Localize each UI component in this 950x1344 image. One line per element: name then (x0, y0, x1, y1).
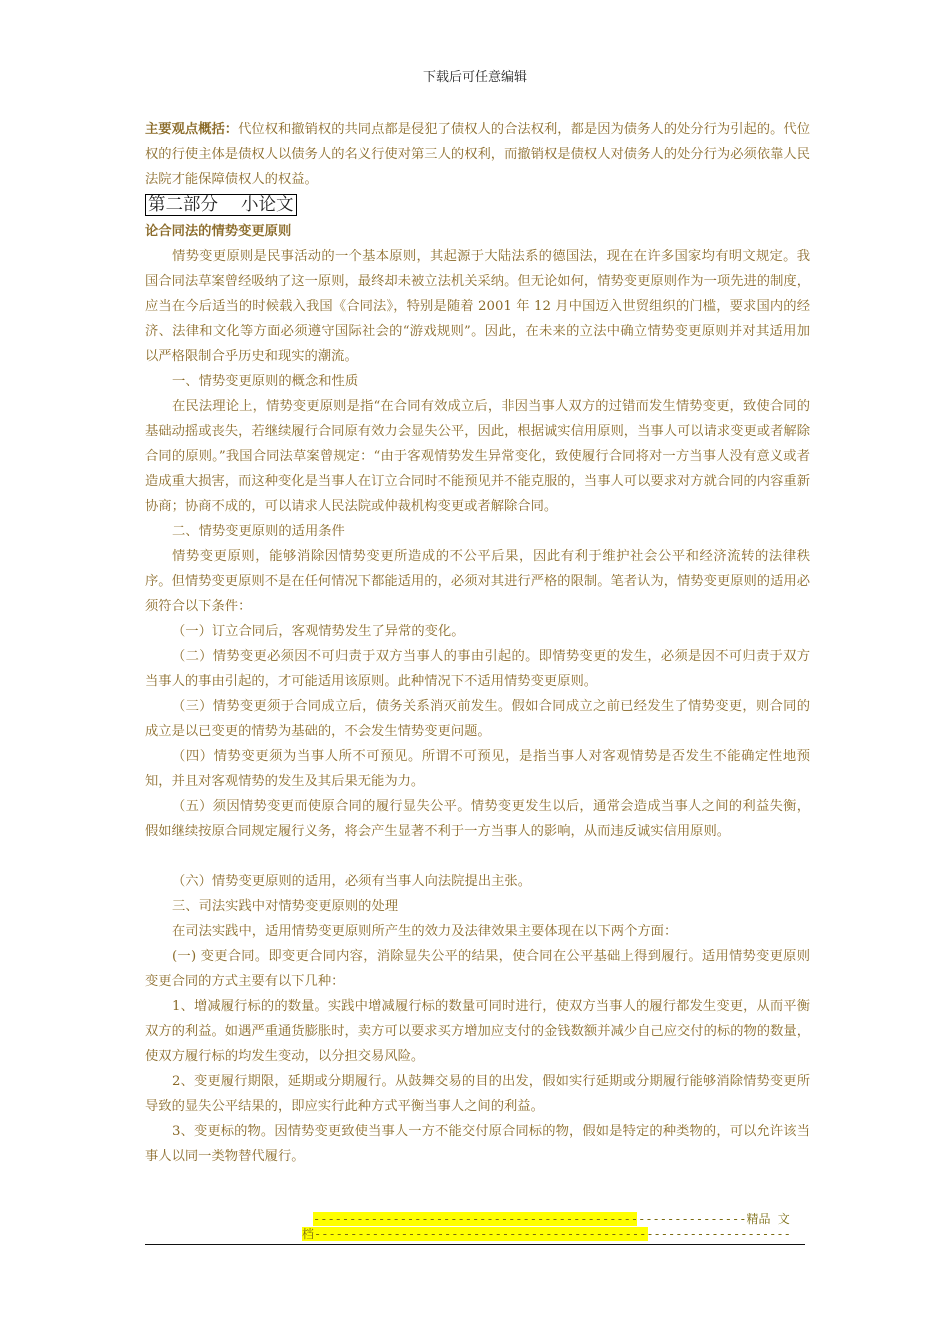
condition-6: （六）情势变更原则的适用，必须有当事人向法院提出主张。 (172, 874, 532, 889)
method-2: 2、变更履行期限，延期或分期履行。从鼓舞交易的目的出发，假如实行延期或分期履行能够消除情势变更所导致的显失公平结果的，即应实行此种方式平衡当事人之间的利益。 (145, 1074, 810, 1114)
summary-text: 代位权和撤销权的共同点都是侵犯了债权人的合法权利，都是因为债务人的处分行为引起的。代位权的行使主体是债权人以债务人的名义行使对第三人的权利，而撤销权是债权人对债务人的处分行为必须依靠人民法院才能保障债权人的权益。 (145, 122, 811, 187)
paragraph-intro: 情势变更原则是民事活动的一个基本原则，其起源于大陆法系的德国法，现在在许多国家均有明文规定。我国合同法草案曾经吸纳了这一原则，最终却未被立法机关采纳。但无论如何，情势变更原则作为一项先进的制度，应当在今后适当的时候载入我国《合同法》，特别是随着 2001 年 12 月中国迈入世贸组织的门槛，要求国内的经济、法律和文化等方面必须遵守国际社会的“游戏规则”。因此，在未来的立法中确立情势变更原则并对其适用加以严格限制合乎历史和现实的潮流。 (145, 249, 810, 364)
summary-lead: 主要观点概括： (145, 122, 239, 137)
heading-practice: 三、司法实践中对情势变更原则的处理 (172, 899, 399, 914)
paragraph-conditions: 情势变更原则，能够消除因情势变更所造成的不公平后果，因此有利于维护社会公平和经济流转的法律秩序。但情势变更原则不是在任何情况下都能适用的，必须对其进行严格的限制。笔者认为，情势变更原则的适用必须符合以下条件： (145, 549, 810, 614)
condition-3: （三）情势变更须于合同成立后，债务关系消灭前发生。假如合同成立之前已经发生了情势变更，则合同的成立是以已变更的情势为基础的，不会发生情势变更问题。 (145, 699, 810, 739)
footer-highlight-line-2: 档------------------------------------------------------------------ (302, 1227, 791, 1241)
method-1: 1、增减履行标的的数量。实践中增减履行标的数量可同时进行，使双方当事人的履行都发生变更，从而平衡双方的利益。如遇严重通货膨胀时，卖方可以要求买方增加应支付的金钱数额并减少自己应交付的标的物的数量，使双方履行标的均发生变动，以分担交易风险。 (145, 999, 810, 1064)
paragraph-concept: 在民法理论上，情势变更原则是指“在合同有效成立后，非因当事人双方的过错而发生情势变更，致使合同的基础动摇或丧失，若继续履行合同原有效力会显失公平，因此，根据诚实信用原则，当事人可以请求变更或者解除合同的原则。”我国合同法草案曾规定：“由于客观情势发生异常变化，致使履行合同将对一方当事人没有意义或者造成重大损害，而这种变化是当事人在订立合同时不能预见并不能克服的，当事人可以要求对方就合同的内容重新协商；协商不成的，可以请求人民法院或仲裁机构变更或者解除合同。 (145, 399, 810, 514)
condition-2: （二）情势变更必须因不可归责于双方当事人的事由引起的。即情势变更的发生，必须是因不可归责于双方当事人的事由引起的，才可能适用该原则。此种情况下不适用情势变更原则。 (145, 649, 810, 689)
condition-5: （五）须因情势变更而使原合同的履行显失公平。情势变更发生以后，通常会造成当事人之间的利益失衡，假如继续按原合同规定履行义务，将会产生显著不利于一方当事人的影响，从而违反诚实信用原则。 (145, 799, 810, 839)
summary-paragraph (145, 117, 810, 192)
paper-title: 论合同法的情势变更原则 (145, 224, 292, 239)
paragraph-practice: 在司法实践中，适用情势变更原则所产生的效力及法律效果主要体现在以下两个方面： (172, 924, 678, 939)
heading-concept: 一、情势变更原则的概念和性质 (172, 374, 359, 389)
method-3: 3、变更标的物。因情势变更致使当事人一方不能交付原合同标的物，假如是特定的种类物的，可以允许该当事人以同一类物替代履行。 (145, 1124, 810, 1164)
footer-rule (145, 1244, 805, 1245)
condition-4: （四）情势变更须为当事人所不可预见。所谓不可预见，是指当事人对客观情势是否发生不能确定性地预知，并且对客观情势的发生及其后果无能为力。 (145, 749, 810, 789)
blank-line (145, 844, 810, 869)
condition-1: （一）订立合同后，客观情势发生了异常的变化。 (172, 624, 465, 639)
heading-conditions: 二、情势变更原则的适用条件 (172, 524, 345, 539)
practice-change-contract: (一) 变更合同。即变更合同内容，消除显失公平的结果，使合同在公平基础上得到履行。适用情势变更原则变更合同的方式主要有以下几种： (145, 949, 810, 989)
section-title: 第二部分 小论文 (145, 194, 297, 216)
footer-highlight-line-1: ------------------------------------------------------------精品 文 (313, 1212, 790, 1226)
document-body (145, 117, 810, 1169)
page-header: 下载后可任意编辑 (422, 70, 527, 85)
